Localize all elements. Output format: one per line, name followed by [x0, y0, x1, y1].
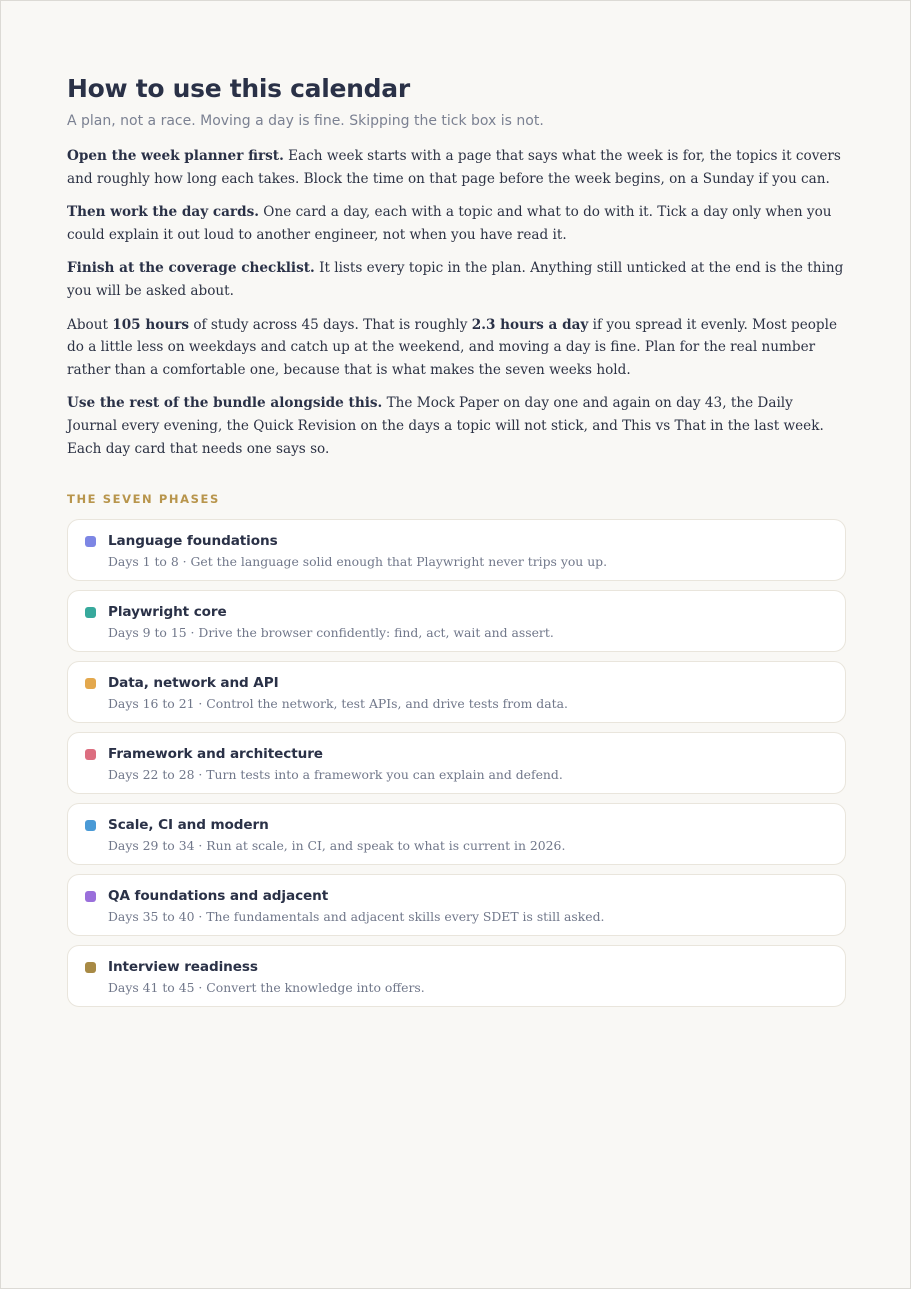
phase-card-language-foundations: [67, 519, 846, 581]
phase-description: Days 22 to 28 · Turn tests into a framework you can explain and defend.: [108, 767, 563, 783]
paragraph-lead: Use the rest of the bundle alongside this.: [67, 395, 383, 412]
phase-color-dot: [85, 749, 96, 760]
phase-name: Data, network and API: [108, 675, 279, 692]
paragraph-body: Each week starts with a page that says what the week is for, the topics it covers and roughly how long each takes. Block the time on that page before the week begins, on a Sunday if you can.: [67, 148, 841, 187]
phase-color-dot: [85, 678, 96, 689]
phase-card-data-network-api: [67, 661, 846, 723]
phase-description: Days 16 to 21 · Control the network, test APIs, and drive tests from data.: [108, 696, 568, 712]
phase-description: Days 1 to 8 · Get the language solid enough that Playwright never trips you up.: [108, 554, 608, 570]
phase-description: Days 35 to 40 · The fundamentals and adjacent skills every SDET is still asked.: [108, 909, 605, 925]
phase-description: Days 41 to 45 · Convert the knowledge into offers.: [108, 980, 425, 996]
phase-description: Days 29 to 34 · Run at scale, in CI, and speak to what is current in 2026.: [108, 838, 566, 854]
phase-card-playwright-core: [67, 590, 846, 652]
paragraph-day-cards: [67, 201, 844, 246]
page-subtitle: A plan, not a race. Moving a day is fine. Skipping the tick box is not.: [67, 113, 544, 129]
intro-text: [67, 145, 844, 460]
page-title: How to use this calendar: [67, 74, 410, 103]
phase-name: Language foundations: [108, 533, 278, 550]
paragraph-lead: Then work the day cards.: [67, 204, 259, 221]
paragraph-text: if you spread it evenly. Most people do a little less on weekdays and catch up at the weekend, and moving a day is fine. Plan for the real number rather than a comfortable one, because that is what makes the seven weeks hold.: [67, 316, 838, 378]
paragraph-text: About: [67, 316, 113, 333]
paragraph-week-planner: [67, 145, 844, 190]
phase-card-scale-ci-modern: [67, 803, 846, 865]
hours-per-day: 2.3 hours a day: [471, 316, 589, 333]
phase-color-dot: [85, 607, 96, 618]
phase-description: Days 9 to 15 · Drive the browser confidently: find, act, wait and assert.: [108, 625, 554, 641]
paragraph-body: One card a day, each with a topic and what to do with it. Tick a day only when you could explain it out loud to another engineer, not when you have read it.: [67, 204, 832, 243]
phases-heading: THE SEVEN PHASES: [67, 492, 220, 507]
phase-card-interview-readiness: [67, 945, 846, 1007]
phase-color-dot: [85, 891, 96, 902]
phase-name: QA foundations and adjacent: [108, 888, 329, 905]
phase-list: [67, 519, 844, 1007]
phase-name: Scale, CI and modern: [108, 817, 269, 834]
phase-color-dot: [85, 536, 96, 547]
paragraph-bundle: [67, 392, 844, 460]
phase-card-framework-architecture: [67, 732, 846, 794]
phase-card-qa-foundations: [67, 874, 846, 936]
phase-color-dot: [85, 820, 96, 831]
paragraph-lead: Open the week planner first.: [67, 148, 284, 164]
paragraph-text: of study across 45 days. That is roughly: [189, 316, 472, 333]
phase-name: Interview readiness: [108, 959, 258, 976]
paragraph-study-hours: [67, 314, 844, 382]
phase-color-dot: [85, 962, 96, 973]
paragraph-body: It lists every topic in the plan. Anything still unticked at the end is the thing you will be asked about.: [67, 260, 844, 299]
phase-name: Playwright core: [108, 604, 227, 621]
phase-name: Framework and architecture: [108, 746, 323, 763]
total-hours: 105 hours: [112, 316, 190, 333]
paragraph-coverage-checklist: [67, 257, 844, 302]
paragraph-lead: Finish at the coverage checklist.: [67, 260, 315, 277]
paragraph-body: The Mock Paper on day one and again on day 43, the Daily Journal every evening, the Quick Revision on the days a topic will not stick, and This vs That in the last week. Each day card that needs one says so.: [67, 395, 824, 457]
